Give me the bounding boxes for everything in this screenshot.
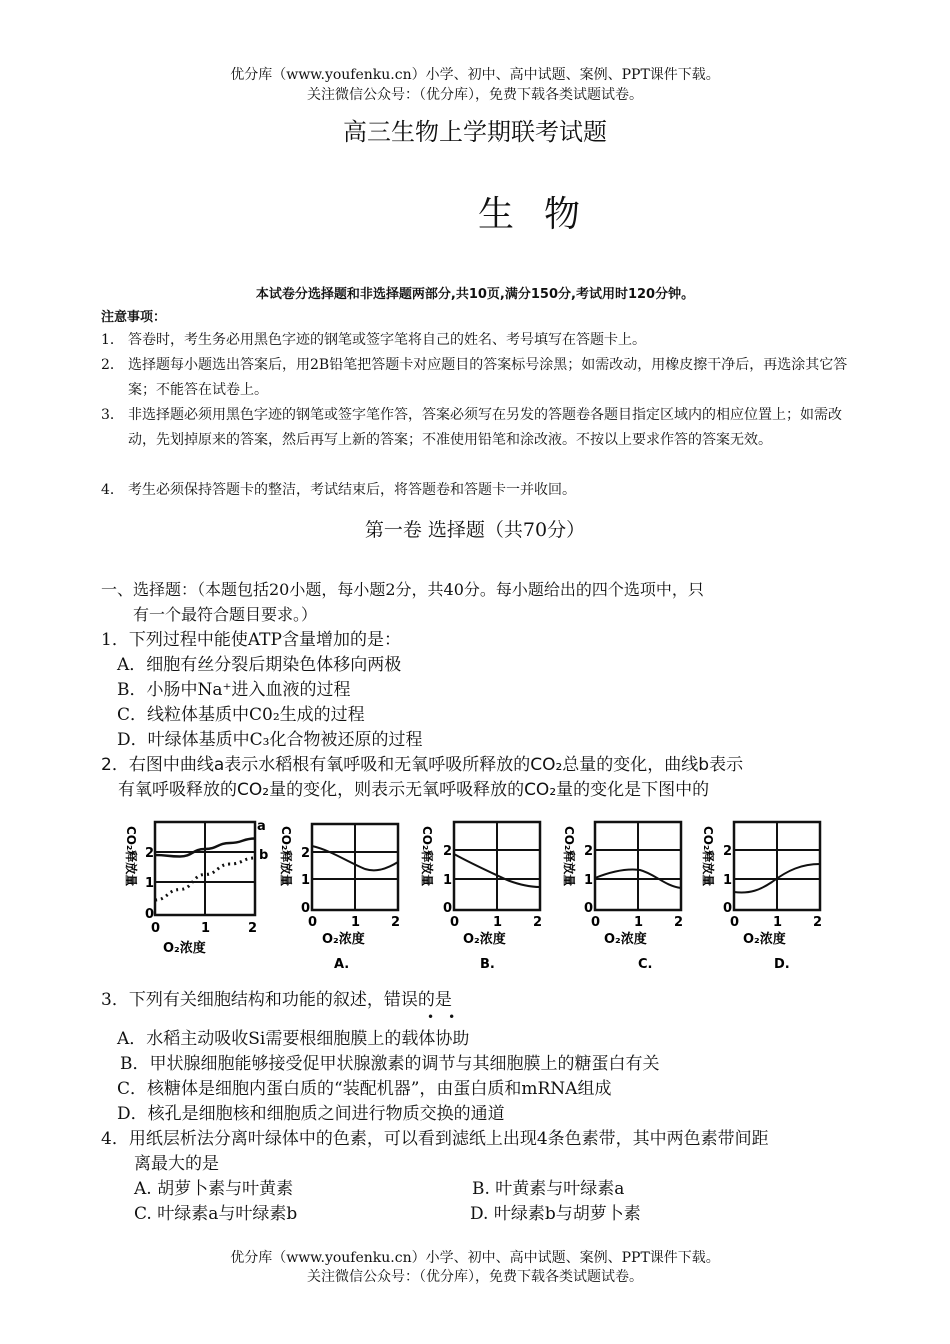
y-axis-label: CO₂释放量 [124,826,138,887]
x-axis-label: O₂浓度 [743,932,786,947]
tick: 0 [730,915,740,930]
tick: 0 [584,901,594,916]
curve-b-label: b [259,848,269,863]
tick: 2 [301,846,311,861]
x-tick-0: 0 [151,921,161,936]
main-chart [124,819,268,956]
q4-option-b: B. 叶黄素与叶绿素a [472,1179,625,1199]
q1-option-a: A．细胞有丝分裂后期染色体移向两极 [117,655,402,675]
exam-intro: 本试卷分选择题和非选择题两部分,共10页,满分150分,考试用时120分钟。 [255,287,695,302]
tick: 0 [308,915,318,930]
note-item [101,328,851,353]
tick: 1 [443,873,453,888]
tick: 0 [723,901,733,916]
option-c-chart [562,822,683,972]
y-tick-1: 1 [145,876,155,891]
subject-title: 生物 [478,194,611,235]
x-axis-label: O₂浓度 [163,941,206,956]
tick: 2 [443,844,453,859]
page-footer-line1: 优分库（www.youfenku.cn）小学、初中、高中试题、案例、PPT课件下载。 [230,1250,720,1266]
tick: 2 [813,915,823,930]
q3-stem-pre: 3．下列有关细胞结构和功能的叙述， [101,990,384,1010]
tick: 1 [773,915,783,930]
page-header-line1: 优分库（www.youfenku.cn）小学、初中、高中试题、案例、PPT课件下载。 [230,67,720,83]
part1-instructions-line2: 有一个最符合题目要求。） [133,605,318,624]
note-num: 3． [101,407,124,423]
tick: 2 [674,915,684,930]
q4-stem-line1: 4．用纸层析法分离叶绿体中的色素，可以看到滤纸上出现4条色素带，其中两色素带间距 [101,1129,769,1149]
x-axis-label: O₂浓度 [322,932,365,947]
x-tick-2: 2 [248,921,258,936]
option-c-label: C. [638,957,653,972]
option-b-chart [420,822,542,972]
tick: 1 [351,915,361,930]
tick: 0 [450,915,460,930]
q4-option-c: C. 叶绿素a与叶绿素b [134,1204,298,1224]
option-a-chart [279,824,400,972]
tick: 1 [301,873,311,888]
q4-option-d: D. 叶绿素b与胡萝卜素 [470,1204,641,1224]
tick: 1 [634,915,644,930]
q4-stem-line2: 离最大的是 [134,1154,219,1174]
q3-stem-post: 的是 [417,990,452,1010]
note-item [101,403,851,453]
y-tick-0: 0 [145,907,155,922]
q1-option-d: D．叶绿体基质中C₃化合物被还原的过程 [117,730,423,750]
option-a-label: A. [334,957,350,972]
q3-stem [101,988,452,1013]
tick: 0 [443,901,453,916]
tick: 1 [723,873,733,888]
note-text: 考生必须保持答题卡的整洁，考试结束后，将答题卷和答题卡一并收回。 [128,482,576,498]
y-axis-label: CO₂释放量 [279,826,293,887]
y-tick-2: 2 [145,846,155,861]
q3-stem-emphasis: 错误 [383,990,418,1010]
q3-option-a: A．水稻主动吸收Si需要根细胞膜上的载体协助 [117,1029,470,1049]
q2-figure [110,812,830,974]
note-item [101,353,851,403]
note-text: 选择题每小题选出答案后，用2B铅笔把答题卡对应题目的答案标号涂黑；如需改动，用橡皮擦干净后，再选涂其它答案；不能答在试卷上。 [128,357,848,398]
part1-instructions-line1: 一、选择题：（本题包括20小题，每小题2分，共40分。每小题给出的四个选项中，只 [101,580,704,599]
option-b-label: B. [480,957,495,972]
q2-stem-line1: 2．右图中曲线a表示水稻根有氧呼吸和无氧呼吸所释放的CO₂总量的变化，曲线b表示 [101,755,744,775]
option-d-chart [701,822,822,972]
curve-a-label: a [257,819,266,834]
tick: 1 [493,915,503,930]
tick: 0 [301,901,311,916]
note-text: 非选择题必须用黑色字迹的钢笔或签字笔作答，答案必须写在另发的答题卷各题目指定区域内的相应位置上；如需改动，先划掉原来的答案，然后再写上新的答案；不准使用铅笔和涂改液。不按以上要求作答的答案无效。 [128,407,842,448]
x-tick-1: 1 [201,921,211,936]
q1-option-b: B．小肠中Na⁺进入血液的过程 [117,680,351,700]
q3-option-d: D．核孔是细胞核和细胞质之间进行物质交换的通道 [117,1104,505,1124]
x-axis-label: O₂浓度 [604,932,647,947]
tick: 2 [391,915,401,930]
notes-heading: 注意事项： [101,310,167,325]
q3-option-c: C．核糖体是细胞内蛋白质的“装配机器”，由蛋白质和mRNA组成 [117,1079,612,1099]
note-num: 4． [101,482,124,498]
page-footer-line2: 关注微信公众号：（优分库），免费下载各类试题试卷。 [307,1269,643,1285]
q1-option-c: C．线粒体基质中C0₂生成的过程 [117,705,365,725]
option-d-label: D. [774,957,790,972]
section-title: 第一卷 选择题（共70分） [364,519,586,541]
tick: 2 [723,844,733,859]
q2-stem-line2: 有氧呼吸释放的CO₂量的变化，则表示无氧呼吸释放的CO₂量的变化是下图中的 [118,780,710,800]
tick: 2 [533,915,543,930]
note-item [101,478,851,503]
tick: 2 [584,844,594,859]
x-axis-label: O₂浓度 [463,932,506,947]
emphasis-dots: •• [427,1010,470,1024]
tick: 0 [591,915,601,930]
q1-stem: 1．下列过程中能使ATP含量增加的是： [101,630,401,650]
q3-option-b: B．甲状腺细胞能够接受促甲状腺激素的调节与其细胞膜上的糖蛋白有关 [120,1054,660,1074]
note-text: 答卷时，考生务必用黑色字迹的钢笔或签字笔将自己的姓名、考号填写在答题卡上。 [128,332,646,348]
y-axis-label: CO₂释放量 [701,826,715,887]
y-axis-label: CO₂释放量 [562,826,576,887]
y-axis-label: CO₂释放量 [420,826,434,887]
page-header-line2: 关注微信公众号：（优分库），免费下载各类试题试卷。 [307,87,643,103]
exam-title: 高三生物上学期联考试题 [343,118,607,146]
note-num: 2． [101,357,124,373]
note-num: 1． [101,332,124,348]
tick: 1 [584,873,594,888]
q4-option-a: A. 胡萝卜素与叶黄素 [134,1179,294,1199]
